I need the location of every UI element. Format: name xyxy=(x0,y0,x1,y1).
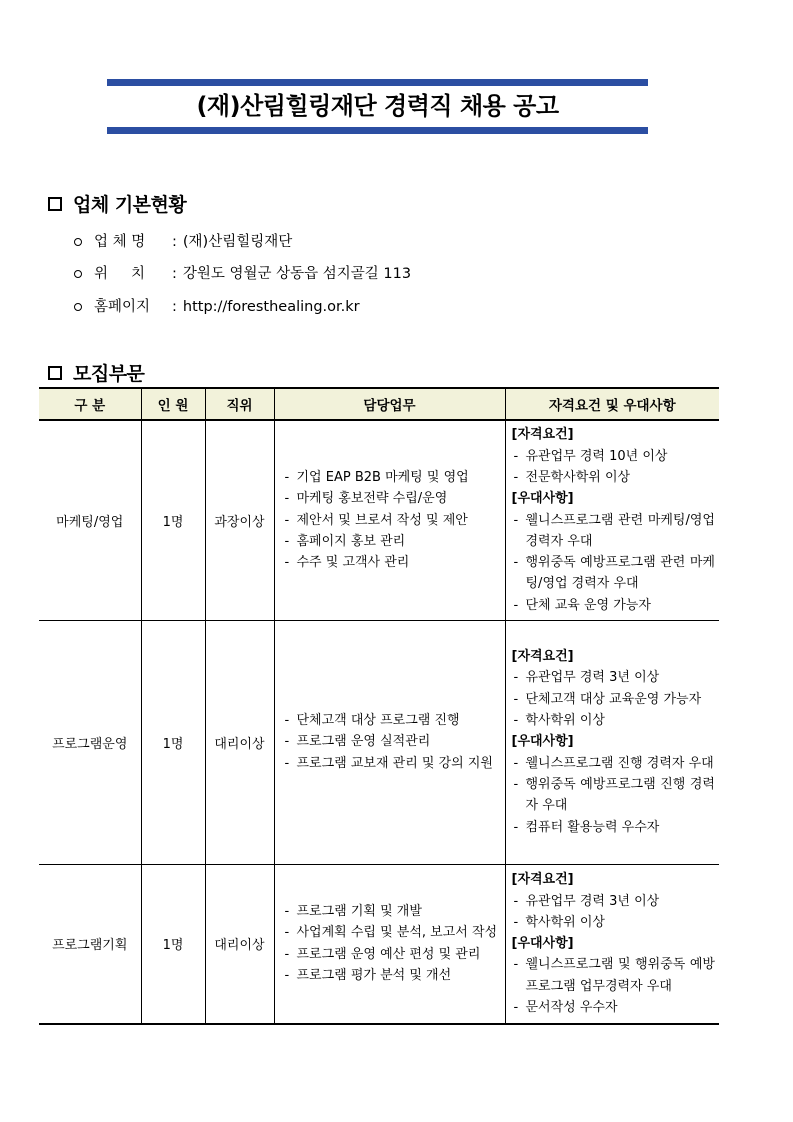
duty-item: - 마케팅 홍보전략 수립/운영 xyxy=(283,488,499,509)
table-row xyxy=(39,620,719,864)
preference-item: - 문서작성 우수자 xyxy=(512,997,716,1018)
info-value: (재)산림힐링재단 xyxy=(182,234,293,250)
title-bar-bottom xyxy=(107,127,648,134)
duty-item: - 제안서 및 브로셔 작성 및 제안 xyxy=(283,510,499,531)
title-bar-top xyxy=(107,79,648,86)
cell-qualifications xyxy=(505,420,719,620)
duty-item: - 기업 EAP B2B 마케팅 및 영업 xyxy=(283,467,499,488)
recruit-table xyxy=(39,387,719,1025)
duty-item: - 사업계획 수립 및 분석, 보고서 작성 xyxy=(283,922,499,943)
requirements-label: [자격요건] xyxy=(511,649,574,665)
header-position: 직위 xyxy=(205,388,274,420)
preference-item: - 행위중독 예방프로그램 진행 경력자 우대 xyxy=(512,774,716,817)
homepage-link[interactable]: http://foresthealing.or.kr xyxy=(182,299,360,315)
table-row xyxy=(39,864,719,1024)
circle-bullet-icon xyxy=(74,270,82,278)
preferences-label: [우대사항] xyxy=(511,734,574,750)
duty-item: - 수주 및 고객사 관리 xyxy=(283,552,499,573)
section-company-title: 업체 기본현황 xyxy=(73,194,187,216)
cell-position: 대리이상 xyxy=(205,620,274,864)
cell-duties xyxy=(274,420,505,620)
cell-division: 프로그램기획 xyxy=(39,864,141,1024)
preference-item: - 웰니스프로그램 진행 경력자 우대 xyxy=(512,753,716,774)
requirement-item: - 단체고객 대상 교육운영 가능자 xyxy=(512,689,716,710)
requirement-item: - 유관업무 경력 3년 이상 xyxy=(512,667,716,688)
cell-duties xyxy=(274,864,505,1024)
section-recruit-heading xyxy=(48,359,144,386)
duty-item: - 프로그램 운영 예산 편성 및 관리 xyxy=(283,944,499,965)
square-bullet-icon xyxy=(48,197,62,211)
cell-qualifications xyxy=(505,620,719,864)
duty-item: - 프로그램 평가 분석 및 개선 xyxy=(283,965,499,986)
table-row xyxy=(39,420,719,620)
info-separator: : xyxy=(172,299,177,315)
title-banner xyxy=(107,79,648,136)
cell-position: 대리이상 xyxy=(205,864,274,1024)
info-company-name xyxy=(74,232,292,252)
info-key: 위 치 xyxy=(94,266,146,282)
requirement-item: - 학사학위 이상 xyxy=(512,912,716,933)
page-title: (재)산림힐링재단 경력직 채용 공고 xyxy=(196,92,559,120)
info-key: 업 체 명 xyxy=(94,234,146,250)
cell-division: 프로그램운영 xyxy=(39,620,141,864)
duty-item: - 프로그램 운영 실적관리 xyxy=(283,731,499,752)
cell-count: 1명 xyxy=(141,420,205,620)
circle-bullet-icon xyxy=(74,238,82,246)
duty-item: - 프로그램 기획 및 개발 xyxy=(283,901,499,922)
cell-qualifications xyxy=(505,864,719,1024)
preference-item: - 웰니스프로그램 및 행위중독 예방프로그램 업무경력자 우대 xyxy=(512,954,716,997)
info-value: 강원도 영월군 상동읍 섬지골길 113 xyxy=(182,266,412,282)
preference-item: - 컴퓨터 활용능력 우수자 xyxy=(512,817,716,838)
cell-position: 과장이상 xyxy=(205,420,274,620)
section-recruit-title: 모집부문 xyxy=(73,363,145,385)
info-key: 홈페이지 xyxy=(94,299,151,315)
square-bullet-icon xyxy=(48,366,62,380)
preference-item: - 단체 교육 운영 가능자 xyxy=(512,595,716,616)
preference-item: - 행위중독 예방프로그램 관련 마케팅/영업 경력자 우대 xyxy=(512,552,716,595)
header-division: 구 분 xyxy=(39,388,141,420)
preferences-label: [우대사항] xyxy=(511,936,574,952)
cell-duties xyxy=(274,620,505,864)
requirement-item: - 유관업무 경력 3년 이상 xyxy=(512,891,716,912)
cell-count: 1명 xyxy=(141,620,205,864)
info-location xyxy=(74,264,411,284)
info-separator: : xyxy=(172,234,177,250)
duty-item: - 프로그램 교보재 관리 및 강의 지원 xyxy=(283,753,499,774)
header-duties: 담당업무 xyxy=(274,388,505,420)
cell-division: 마케팅/영업 xyxy=(39,420,141,620)
requirements-label: [자격요건] xyxy=(511,427,574,443)
requirement-item: - 전문학사학위 이상 xyxy=(512,467,716,488)
duty-item: - 홈페이지 홍보 관리 xyxy=(283,531,499,552)
requirements-label: [자격요건] xyxy=(511,872,574,888)
requirement-item: - 유관업무 경력 10년 이상 xyxy=(512,446,716,467)
duty-item: - 단체고객 대상 프로그램 진행 xyxy=(283,710,499,731)
requirement-item: - 학사학위 이상 xyxy=(512,710,716,731)
header-qualifications: 자격요건 및 우대사항 xyxy=(505,388,719,420)
info-separator: : xyxy=(172,266,177,282)
cell-count: 1명 xyxy=(141,864,205,1024)
section-company-heading xyxy=(48,190,186,217)
preference-item: - 웰니스프로그램 관련 마케팅/영업 경력자 우대 xyxy=(512,510,716,553)
preferences-label: [우대사항] xyxy=(511,491,574,507)
table-header-row xyxy=(39,388,719,420)
header-count: 인 원 xyxy=(141,388,205,420)
info-homepage xyxy=(74,297,360,317)
circle-bullet-icon xyxy=(74,303,82,311)
